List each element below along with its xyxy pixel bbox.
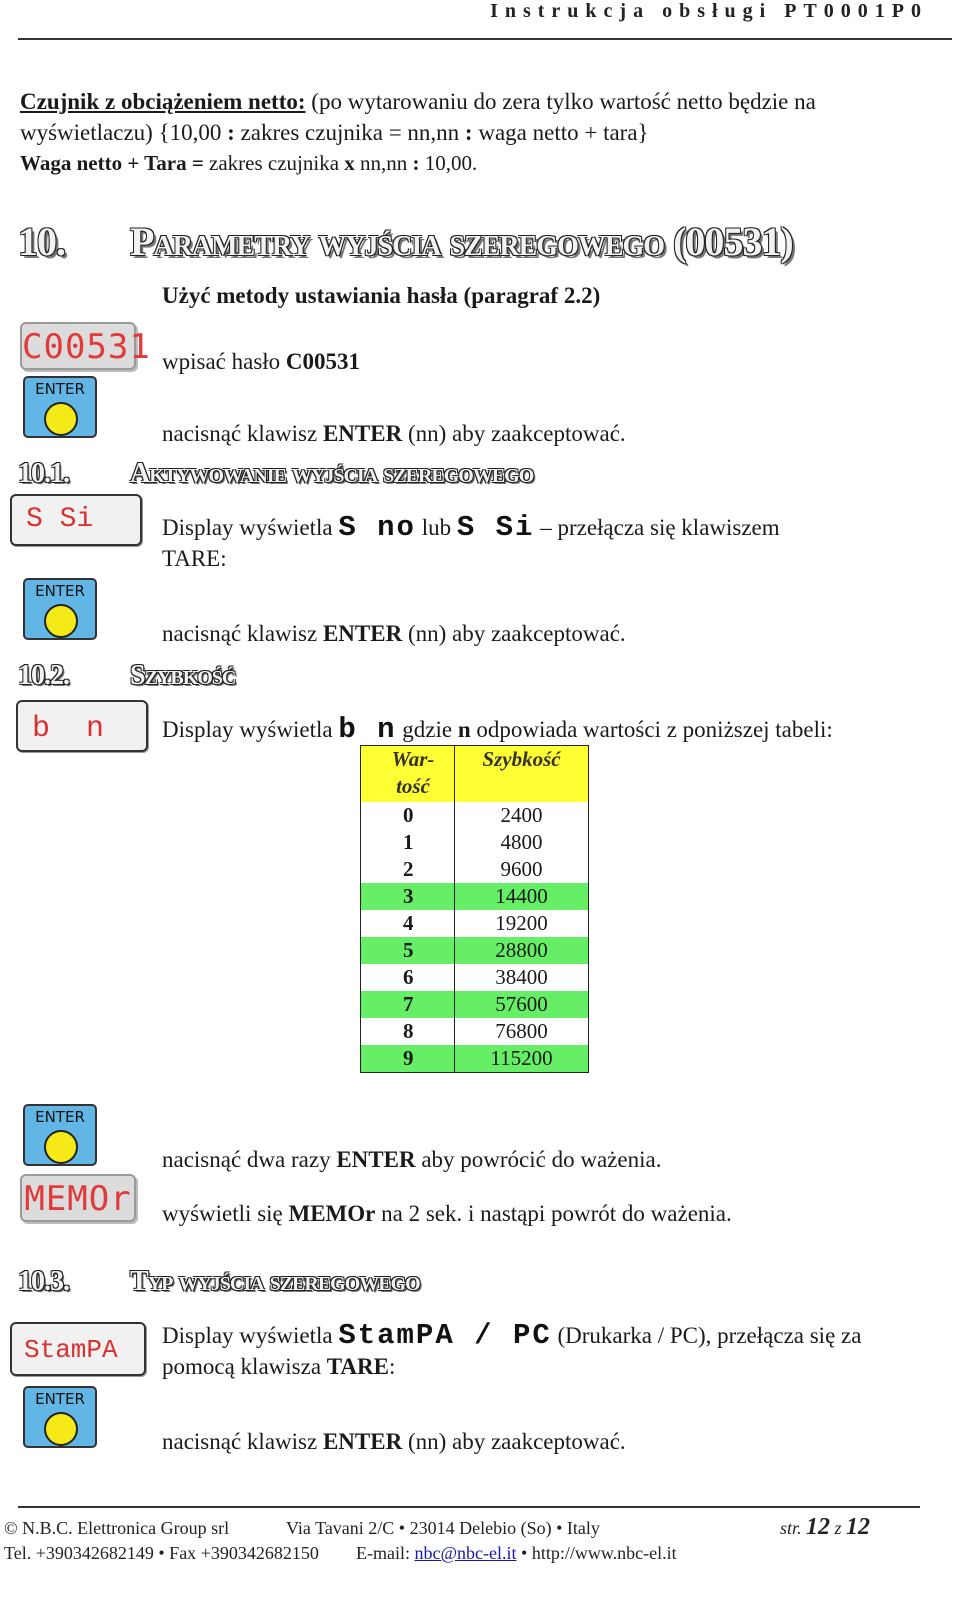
password-text: wpisać hasło [162,349,286,374]
table-row [361,1045,589,1073]
desc-text-c: odpowiada wartości z poniższej tabeli: [470,717,833,742]
section-10-number: 10. [18,219,65,264]
intro-paragraph [20,86,935,148]
table-row [361,964,589,991]
table-cell-speed: 4800 [455,829,589,856]
footer-page-number [780,1514,870,1541]
section-10-1-heading [18,458,533,490]
code-b-n: b n [338,713,397,746]
intro-line3-a: zakres czujnika [203,151,345,175]
desc-text-b: (Drukarka / PC), przełącza się za [551,1323,862,1348]
password-instruction [162,346,360,377]
enter-key-button-icon [44,402,78,436]
table-row [361,856,589,883]
desc-tare: TARE [326,1354,389,1379]
desc-tare: TARE [162,546,221,571]
table-row [361,991,589,1018]
table-row [361,802,589,829]
table-header-speed: Szybkość [455,746,589,803]
section-10-3-title: Typ wyjścia szeregowego [130,1266,420,1297]
header-rule [18,38,952,40]
footer-company: © N.B.C. Elettronica Group srl [4,1518,230,1538]
lcd-display-memor: MEMOr [20,1174,136,1222]
section-10-3-description [162,1320,937,1382]
baud-rate-table [360,745,589,1073]
memo-text-c: na 2 sek. i nastąpi powrót do ważenia. [375,1201,732,1226]
table-row [361,937,589,964]
table-cell-speed: 28800 [455,937,589,964]
section-10-2-description [162,714,942,745]
intro-text-1: (po wytarowaniu do zera tylko wartość netto będzie na wyświetlaczu) {10,00 [20,89,816,145]
press-text-c: (nn) aby zaakceptować. [402,1429,626,1454]
enter-key-label: ENTER [35,582,85,600]
table-cell-value: 9 [361,1045,455,1073]
enter-key [23,578,97,640]
lcd-display-c00531: C00531 [20,322,136,370]
enter-key [23,376,97,438]
memo-text-a: wyświetli się [162,1201,289,1226]
footer-address: Via Tavani 2/C • 23014 Delebio (So) • Italy [286,1518,600,1538]
document-header-title: Instrukcja obsługi PT0001P0 [490,0,928,22]
section-10-3-heading [18,1266,420,1298]
press-enter-instruction [162,418,626,449]
footer-rule [18,1506,920,1508]
desc-text-a: Display wyświetla [162,717,339,742]
code-s-no: S no [338,511,416,544]
table-cell-value: 2 [361,856,455,883]
display-s-si: S Si [10,494,142,546]
enter-key-label: ENTER [35,1108,85,1126]
table-row [361,910,589,937]
intro-line3-x: x [344,151,355,175]
table-cell-value: 7 [361,991,455,1018]
section-10-1-number: 10.1. [18,458,69,489]
desc-text-a: Display wyświetla [162,515,339,540]
intro-line3-b: nn,nn [354,151,413,175]
press-text-a: nacisnąć klawisz [162,621,323,646]
section-10-title: Parametry wyjścia szeregowego (00531) [130,219,793,264]
intro-line3-bold: Waga netto + Tara = [20,151,204,175]
table-header-row [361,746,589,803]
press-enter-instruction [162,618,626,649]
press-enter-instruction [162,1426,626,1457]
enter-key [23,1386,97,1448]
code-stampa-pc: StamPA / PC [338,1319,552,1352]
section-10-use-method: Użyć metody ustawiania hasła (paragraf 2.2) [162,283,601,308]
memo-text-memor: MEMOr [288,1201,376,1226]
desc-text-b: gdzie [396,717,458,742]
table-cell-speed: 76800 [455,1018,589,1045]
table-cell-speed: 115200 [455,1045,589,1073]
press-text-a: nacisnąć klawisz [162,1429,323,1454]
table-cell-value: 8 [361,1018,455,1045]
section-10-2-number: 10.2. [18,660,69,691]
intro-line3-colon: : [412,151,420,175]
enter-key-button-icon [44,1412,78,1446]
press-text-a: nacisnąć klawisz [162,421,323,446]
press-text-enter: ENTER [322,1429,403,1454]
intro-line3-c: 10,00. [419,151,478,175]
section-10-2-title: Szybkość [130,660,236,691]
desc-text-a: Display wyświetla [162,1323,339,1348]
footer-phone: Tel. +390342682149 • Fax +390342682150 [4,1543,319,1563]
enter-key-label: ENTER [35,1390,85,1408]
intro-text-3: waga netto + tara} [472,120,649,145]
table-row [361,883,589,910]
email-link[interactable]: nbc@nbc-el.it [414,1543,517,1563]
code-s-si: S Si [456,511,535,544]
press-text-enter: ENTER [322,621,403,646]
enter-key-label: ENTER [35,380,85,398]
table-cell-speed: 2400 [455,802,589,829]
twice-text-enter: ENTER [336,1147,416,1172]
table-cell-value: 5 [361,937,455,964]
enter-key [23,1104,97,1166]
intro-text-2: zakres czujnika = nn,nn [234,120,465,145]
password-value: C00531 [285,349,361,374]
intro-heading: Czujnik z obciążeniem netto: [20,89,306,114]
desc-text-c: pomocą klawisza [162,1354,327,1379]
table-cell-value: 4 [361,910,455,937]
intro-line-3 [20,148,477,178]
desc-colon: : [388,1354,396,1379]
press-enter-twice-instruction [162,1144,661,1175]
page-of: z [830,1518,847,1538]
desc-text-b: lub [415,515,457,540]
table-cell-value: 1 [361,829,455,856]
section-10-1-description [162,512,932,574]
page-total: 12 [846,1514,871,1540]
table-cell-value: 3 [361,883,455,910]
intro-colon-1: : [227,120,235,145]
page-prefix: str. [780,1518,807,1538]
table-header-value: War- tość [361,746,455,803]
footer-contact [356,1543,677,1564]
table-row [361,829,589,856]
section-10-2-heading [18,660,235,692]
twice-text-c: aby powrócić do ważenia. [415,1147,662,1172]
section-10-1-title: Aktywowanie wyjścia szeregowego [130,458,534,489]
table-cell-speed: 19200 [455,910,589,937]
display-stampa: StamPA [10,1322,146,1376]
table-row [361,1018,589,1045]
table-cell-speed: 57600 [455,991,589,1018]
page-current: 12 [806,1514,831,1540]
intro-colon-2: : [464,120,473,145]
press-text-c: (nn) aby zaakceptować. [402,421,626,446]
table-cell-speed: 9600 [455,856,589,883]
table-cell-value: 6 [361,964,455,991]
table-cell-speed: 14400 [455,883,589,910]
table-cell-speed: 38400 [455,964,589,991]
enter-key-button-icon [44,604,78,638]
press-text-enter: ENTER [322,421,403,446]
section-10-heading [18,218,793,265]
website-text: • http://www.nbc-el.it [516,1543,677,1563]
desc-colon: : [220,546,227,571]
desc-text-c: – przełącza się klawiszem [534,515,780,540]
memor-instruction [162,1198,732,1229]
table-cell-value: 0 [361,802,455,829]
enter-key-button-icon [44,1130,78,1164]
section-10-3-number: 10.3. [18,1266,69,1297]
display-b-n: b n [16,700,148,752]
press-text-c: (nn) aby zaakceptować. [402,621,626,646]
email-label: E-mail: [356,1543,415,1563]
desc-n: n [457,717,471,742]
twice-text-a: nacisnąć dwa razy [162,1147,337,1172]
